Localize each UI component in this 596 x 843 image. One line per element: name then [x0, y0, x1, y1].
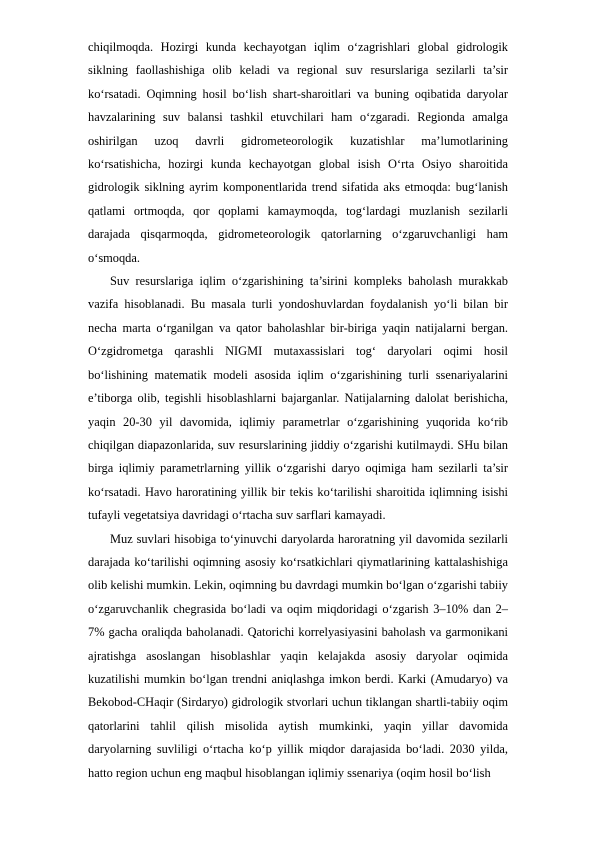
- document-page: [88, 36, 508, 785]
- paragraph-1: chiqilmoqda. Hozirgi kunda kechayotgan iqlim o‘zagrishlari global gidrologik siklning faollashishiga olib keladi va regional suv resurslariga sezilarli ta’sir ko‘rsatadi. Oqimning hosil bo‘lish shart-sharoitlari va buning oqibatida daryolar havzalarining suv balansi tashkil etuvchilari ham o‘zgaradi. Regionda amalga oshirilgan uzoq davrli gidrometeorologik kuzatishlar ma’lumotlarining ko‘rsatishicha, hozirgi kunda kechayotgan global isish O‘rta Osiyo sharoitida gidrologik siklning ayrim komponentlarida trend sifatida aks etmoqda: bug‘lanish qatlami ortmoqda, qor qoplami kamaymoqda, tog‘lardagi muzlanish sezilarli darajada qisqarmoqda, gidrometeorologik qatorlarning o‘zgaruvchanligi ham o‘smoqda.: [88, 40, 508, 265]
- paragraph-3: Muz suvlari hisobiga to‘yinuvchi daryolarda haroratning yil davomida sezilarli darajada ko‘tarilishi oqimning asosiy ko‘rsatkichlari qiymatlarining kattalashishiga olib kelishi mumkin. Lekin, oqimning bu davrdagi mumkin bo‘lgan o‘zgarishi tabiiy o‘zgaruvchanlik chegrasida bo‘ladi va oqim miqdoridagi o‘zgarish 3–10% dan 2–7% gacha oraliqda baholanadi. Qatorichi korrelyasiyasini baholash va garmonikani ajratishga asoslangan hisoblashlar yaqin kelajakda asosiy daryolar oqimida kuzatilishi mumkin bo‘lgan trendni aniqlashga imkon berdi. Karki (Amudaryo) va Bekobod-CHaqir (Sirdaryo) gidrologik stvorlari uchun tiklangan shartli-tabiiy oqim qatorlarini tahlil qilish misolida aytish mumkinki, yaqin yillar davomida daryolarning suvliligi o‘rtacha ko‘p yillik miqdor darajasida bo‘ladi. 2030 yilda, hatto region uchun eng maqbul hisoblangan iqlimiy ssenariya (oqim hosil bo‘lish: [88, 531, 508, 780]
- paragraph-2: Suv resurslariga iqlim o‘zgarishining ta’sirini kompleks baholash murakkab vazifa hisoblanadi. Bu masala turli yondoshuvlardan foydalanish yo‘li bilan bir necha marta o‘rganilgan va qator baholashlar bir-biriga yaqin natijalarni bergan. O‘zgidrometga qarashli NIGMI mutaxassislari tog‘ daryolari oqimi hosil bo‘lishining matematik modeli asosida iqlim o‘zgarishining turli ssenariyalarini e’tiborga olib, tegishli hisoblashlarni bajarganlar. Natijalarning dalolat berishicha, yaqin 20-30 yil davomida, iqlimiy parametrlar o‘zgarishining yuqorida ko‘rib chiqilgan diapazonlarida, suv resurslarining jiddiy o‘zgarishi kutilmaydi. SHu bilan birga iqlimiy parametrlarning yillik o‘zgarishi daryo oqimiga ham sezilarli ta’sir ko‘rsatadi. Havo haroratining yillik bir tekis ko‘tarilishi sharoitida iqlimning isishi tufayli vegetatsiya davridagi o‘rtacha suv sarflari kamayadi.: [88, 274, 508, 523]
